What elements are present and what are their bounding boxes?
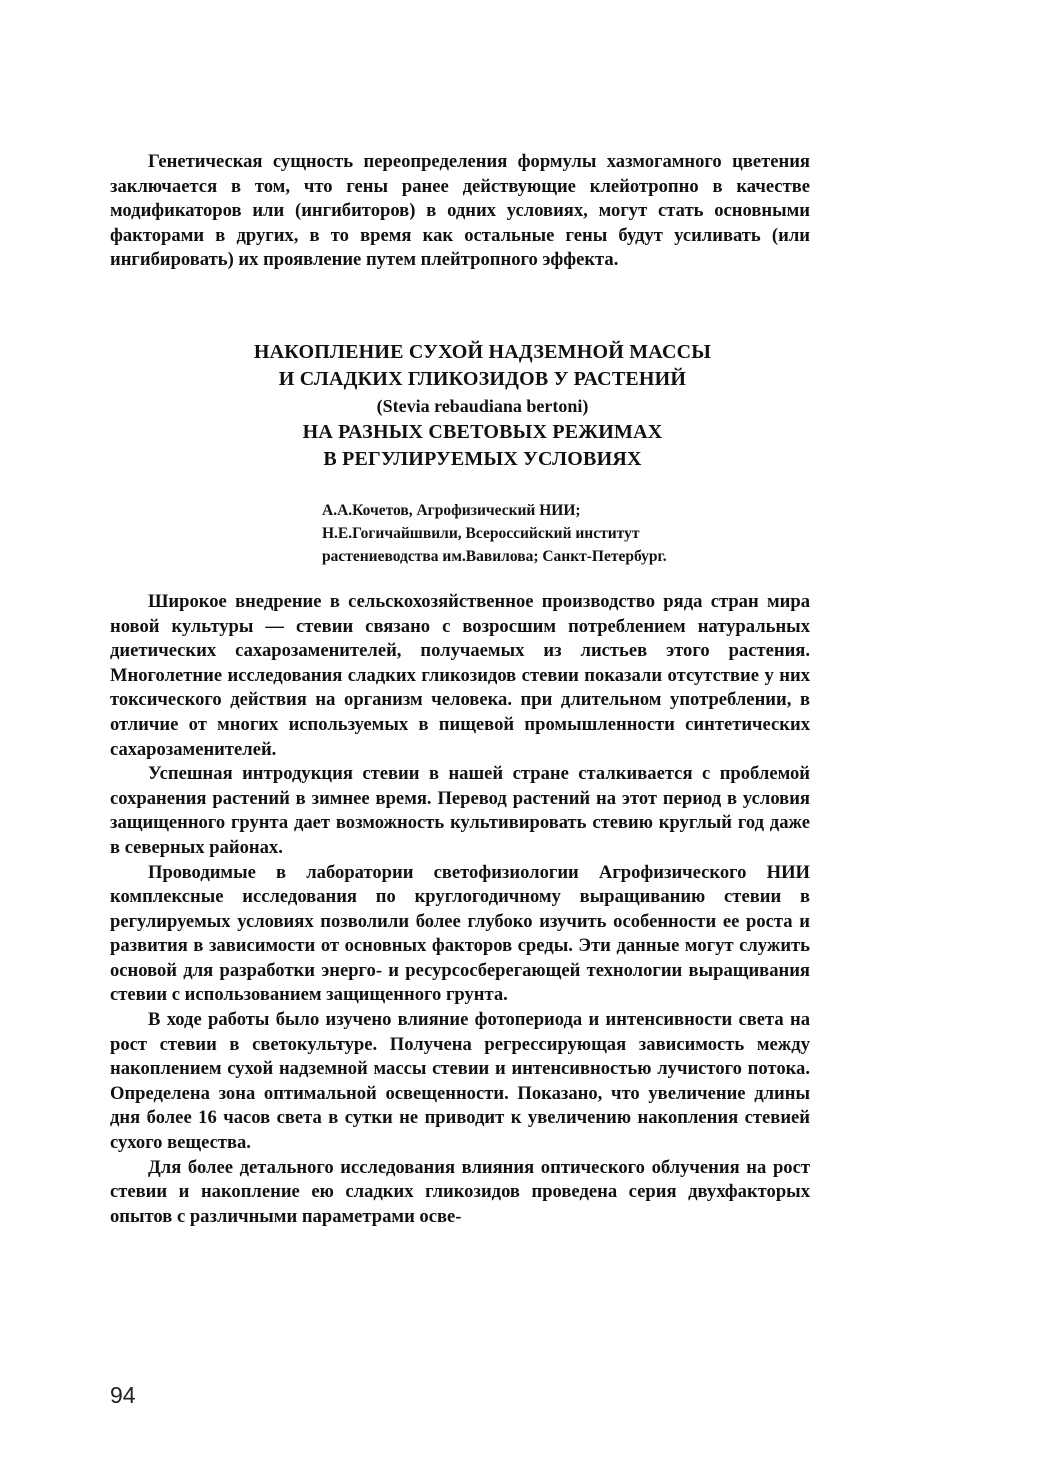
body-paragraph-5: Для более детального исследования влияния оптического облучения на рост стевии и накопление ею сладких гликозидов проведена серия двухфакторых опытов с различными параметрами осве- xyxy=(110,1156,810,1227)
author-line-2: Н.Е.Гогичайшвили, Всероссийский институт xyxy=(322,524,640,542)
title-line-3: НА РАЗНЫХ СВЕТОВЫХ РЕЖИМАХ xyxy=(302,420,663,443)
article-body xyxy=(110,590,810,1229)
page-content xyxy=(110,150,810,1229)
article-title xyxy=(110,339,810,473)
article-authors xyxy=(322,499,810,568)
author-line-3: растениеводства им.Вавилова; Санкт-Петербург. xyxy=(322,547,667,565)
page-number: 94 xyxy=(110,1382,136,1408)
title-line-4: В РЕГУЛИРУЕМЫХ УСЛОВИЯХ xyxy=(323,447,642,470)
body-paragraph-1: Широкое внедрение в сельскохозяйственное производство ряда стран мира новой культуры — стевии связано с возросшим потреблением натуральных диетических сахарозаменителей, получаемых из листьев этого растения. Многолетние исследования сладких гликозидов стевии показали отсутствие у них токсического действия на организм человека. при длительном употреблении, в отличие от многих используемых в пищевой промышленности синтетических сахарозаменителей. xyxy=(110,590,810,760)
body-paragraph-3: Проводимые в лаборатории светофизиологии Агрофизического НИИ комплексные исследования по круглогодичному выращиванию стевии в регулируемых условиях позволили более глубоко изучить особенности ее роста и развития в зависимости от основных факторов среды. Эти данные могут служить основой для разработки энерго- и ресурсосберегающей технологии выращивания стевии с использованием защищенного грунта. xyxy=(110,861,810,1006)
body-paragraph-2: Успешная интродукция стевии в нашей стране сталкивается с проблемой сохранения растений в зимнее время. Перевод растений на этот период в условия защищенного грунта дает возможность культивировать стевию круглый год даже в северных районах. xyxy=(110,763,810,858)
intro-paragraph: Генетическая сущность переопределения формулы хазмогамного цветения заключается в том, что гены ранее действующие клейотропно в качестве модификаторов или (ингибиторов) в одних условиях, могут стать основными факторами в других, в то время как остальные гены будут усиливать (или ингибировать) их проявление путем плейтропного эффекта. xyxy=(110,151,810,271)
title-latin-name: (Stevia rebaudiana bertoni) xyxy=(376,395,589,416)
author-line-1: А.А.Кочетов, Агрофизический НИИ; xyxy=(322,501,581,519)
body-paragraph-4: В ходе работы было изучено влияние фотопериода и интенсивности света на рост стевии в светокультуре. Получена регрессирующая зависимость между накоплением сухой надземной массы стевии и интенсивностью лучистого потока. Определена зона оптимальной освещенности. Показано, что увеличение длины дня более 16 часов света в сутки не приводит к увеличению накопления стевией сухого вещества. xyxy=(110,1009,810,1154)
title-line-1: НАКОПЛЕНИЕ СУХОЙ НАДЗЕМНОЙ МАССЫ xyxy=(253,340,712,363)
title-line-2: И СЛАДКИХ ГЛИКОЗИДОВ У РАСТЕНИЙ xyxy=(278,367,687,390)
